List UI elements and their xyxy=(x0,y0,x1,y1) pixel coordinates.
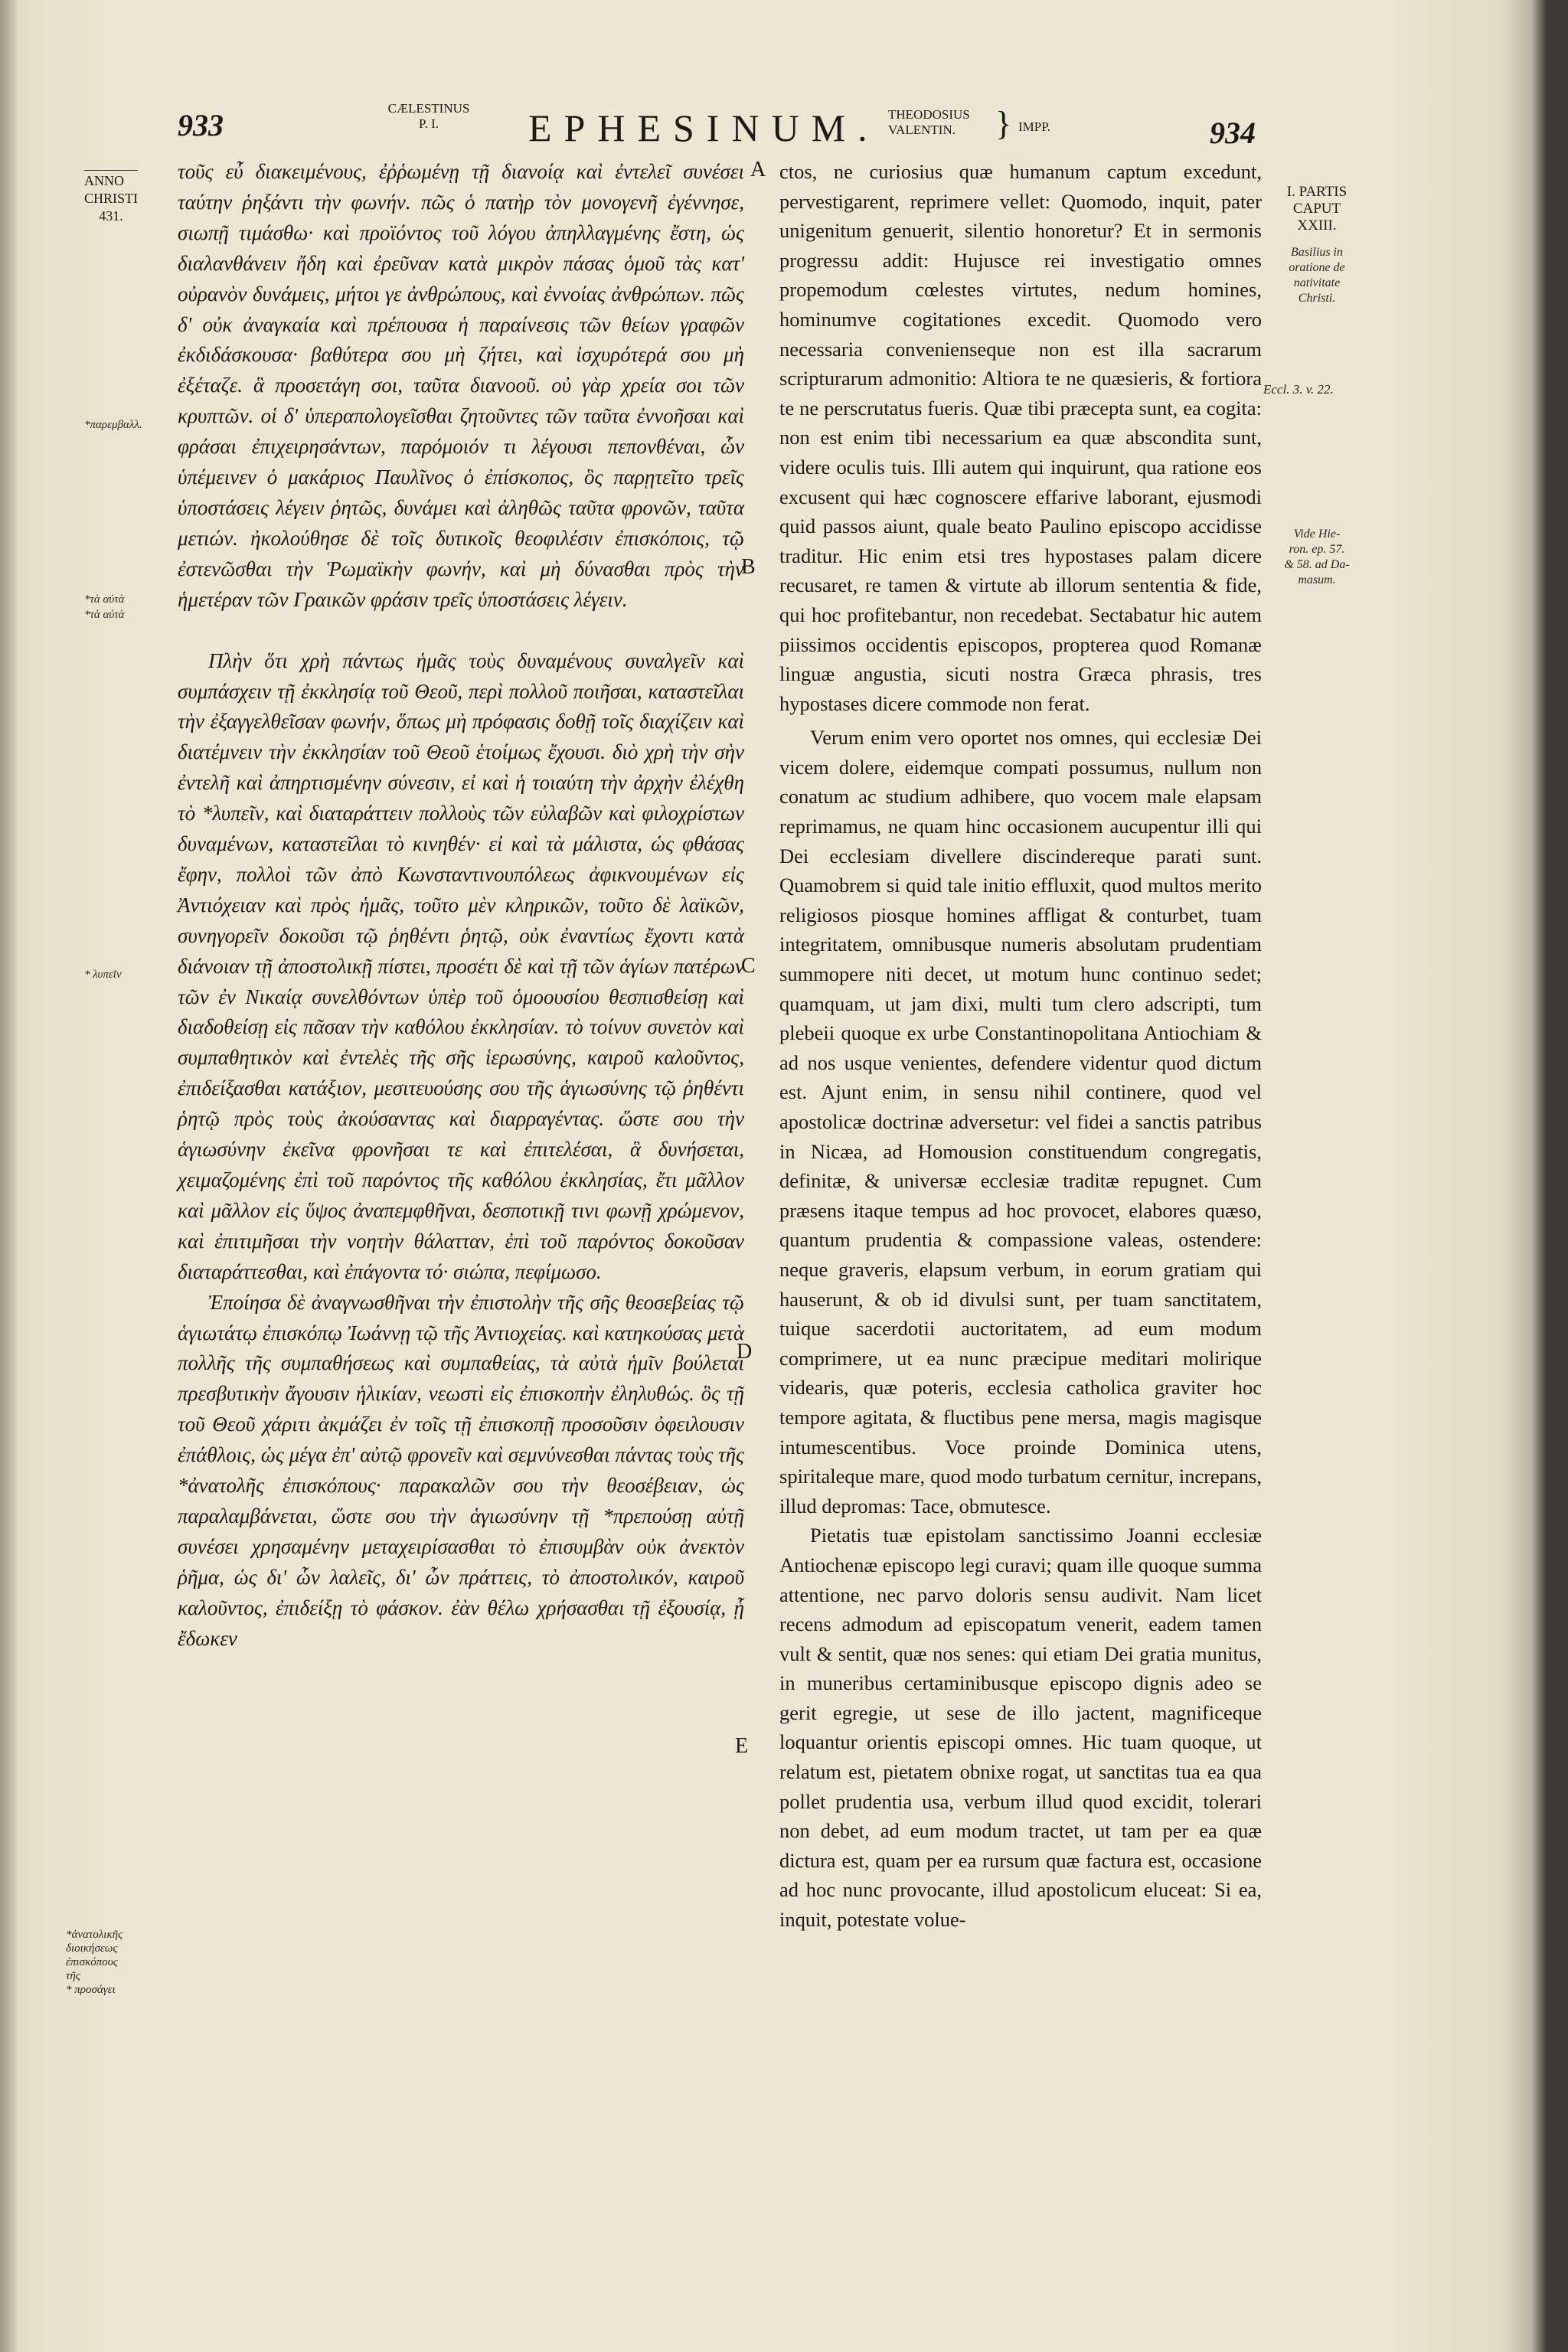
latin-paragraph-2: Verum enim vero oportet nos omnes, qui ecclesiæ Dei vicem dolere, eidemque compati possumus, nullum non conatum ac studium adhibere, quo vocem male elapsam reprimamus, ne quam hinc occasionem aucupentur illi qui Dei ecclesiam divellere discindereque parati sunt. Quamobrem si quid tale initio effluxit, quod multos merito religiosos piosque homines affligat & conturbet, tuam integritatem, omnibusque numeris absolutam prudentiam summopere niti decet, ut motum hunc continuo sedet; quamquam, ut jam dixi, multi tum clero adscripti, tum plebeii quoque ex urbe Constantinopolitana Antiochiam & ad nos usque venientes, defendere videntur quod dictum est. Ajunt enim, in sensu nihil continere, quod vel apostolicæ doctrinæ adversetur: vel fidei a sanctis patribus in Nicæa, ad Homousion constituendum congregatis, definitæ, & universæ ecclesiæ traditæ repugnet. Cum præsens itaque tempus ad hoc provocet, elabores quæso, quantum prudentia & compassione valeas, ostendere: neque graveris, elapsum verbum, in eorum gratiam qui hauserunt, & ob id divulsi sunt, per tuam sanctitatem, tuique sacerdotii auctoritatem, ad eum modum comprimere, ut ea nunc præcipue meditari molirique videaris, quæ poteris, ecclesia catholica graviter hoc tempore agitata, & fluctibus pene mersa, magis magisque intumescentibus. Voce proinde Dominica utens, spiritaleque mare, quod modo turbatum cernitur, increpans, illud depromas: Tace, obmutesce. xyxy=(779,726,1262,1517)
christi-label: CHRISTI xyxy=(84,191,139,206)
part-line-1: I. PARTIS xyxy=(1286,184,1348,200)
basilius-line-4: Christi. xyxy=(1298,292,1336,305)
vide-line-1: Vide Hie- xyxy=(1293,528,1341,541)
vide-hieron-note xyxy=(1271,527,1363,588)
margin-note-5-line-1: *ἀνατολικῆς xyxy=(66,1929,123,1941)
anno-label: ANNO xyxy=(84,170,138,190)
eccl-note: Eccl. 3. v. 22. xyxy=(1263,382,1334,397)
header-left-line-2: P. I. xyxy=(419,116,439,131)
header-brace: } xyxy=(995,105,1012,142)
greek-paragraph-1: τοῦς εὖ διακειμένους, ἐῤῥωμένῃ τῇ διανοίᾳ καὶ ἐντελεῖ συνέσει ταύτην ῥηξάντι τὴν φωνήν. πῶς ὁ πατὴρ τὸν μονογενῆ ἐγέννησε, σιωπῇ τιμάσθω· καὶ προϊόντος τοῦ λόγου ἀπηλλαγμένης ἔστη, ὡς διαλανθάνειν ἤδη καὶ ἐρεῦναν κατὰ μικρὸν πάσας ὁμοῦ τὰς κατ' οὐρανὸν δυνάμεις, μήτοι γε ἀνθρώπους, καὶ ἐννοίας ἀνθρώπων. πῶς δ' οὐκ ἀναγκαία καὶ πρέπουσα ἡ παραίνεσις τῶν θείων γραφῶν ἐκδιδάσκουσα· βαθύτερα σου μὴ ζήτει, καὶ ἰσχυρότερά σου μὴ ἐξέταζε. ἃ προσετάγη σοι, ταῦτα διανοοῦ. οὐ γὰρ χρεία σοι τῶν κρυπτῶν. οἱ δ' ὑπεραπολογεῖσθαι ζητοῦντες τῶν ταῦτα ἐννοῆσαι καὶ φράσαι ἐπιχειρησάντων, παρόμοιόν τι λέγουσι πεπονθέναι, ὧν ὑπέμεινεν ὁ μακάριος Παυλῖνος ὁ ἐπίσκοπος, ὃς παρῃτεῖτο τρεῖς ὑποστάσεις λέγειν ῥητῶς, δυνάμει καὶ ἀληθῶς ταῦτα φρονῶν, ταῦτα μετιών. ἠκολούθησε δὲ τοῖς δυτικοῖς θεοφιλέσιν ἐπισκόποις, τῷ ἐστενῶσθαι τὴν Ῥωμαϊκὴν φωνήν, καὶ μὴ δύνασθαι πρὸς τὴν ἡμετέραν τῶν Γραικῶν φράσιν τρεῖς ὑποστάσεις λέγειν. xyxy=(178,160,744,611)
latin-column xyxy=(779,157,1262,1935)
margin-note-5-line-4: τῆς xyxy=(66,1970,80,1982)
section-marker-a: A xyxy=(750,158,766,181)
header-right-line-1: THEODOSIUS xyxy=(888,107,970,122)
binding-gutter xyxy=(0,0,17,2352)
margin-note-1: *παρεμβαλλ. xyxy=(84,419,142,431)
part-caput-note xyxy=(1271,184,1363,234)
header-left-line-1: CÆLESTINUS xyxy=(387,101,470,116)
basilius-note xyxy=(1271,245,1363,306)
basilius-line-2: oratione de xyxy=(1289,261,1345,274)
vide-line-4: masum. xyxy=(1298,573,1336,586)
basilius-line-3: nativitate xyxy=(1293,276,1341,289)
margin-note-5-line-2: διοικήσεως xyxy=(66,1942,118,1955)
greek-column xyxy=(178,157,744,1655)
anno-christi xyxy=(84,170,138,225)
margin-note-2: *τὰ αὐτὰ xyxy=(84,593,125,606)
vide-line-2: ron. ep. 57. xyxy=(1289,543,1345,556)
header-impp: IMPP. xyxy=(1018,119,1051,134)
margin-note-4: * λυπεῖν xyxy=(84,969,122,981)
vide-line-3: & 58. ad Da- xyxy=(1284,558,1350,571)
basilius-line-1: Basilius in xyxy=(1290,246,1343,259)
part-line-3: XXIII. xyxy=(1297,217,1337,234)
running-title: EPHESINUM. xyxy=(528,106,880,149)
margin-note-5-line-3: ἐπισκόπους xyxy=(66,1956,118,1968)
margin-note-5-line-5: * προσάγει xyxy=(66,1984,116,1996)
year-label: 431. xyxy=(99,208,123,224)
header-left-small xyxy=(379,101,479,132)
section-marker-e: E xyxy=(735,1734,749,1758)
latin-paragraph-1: ctos, ne curiosius quæ humanum captum excedunt, pervestigarent, reprimere vellet: Quomodo, inquit, pater unigenitum genuerit, silentio honoretur? Et in sermonis progressu addit: Hujusce rei investigatio omnes propemodum cœlestes virtutes, nedum homines, hominumve cogitationes excedit. Quomodo vero necessaria convenienseque non est illa sacrarum scripturarum admonitio: Altiora te ne quæsieris, & fortiora te ne perscrutatus fueris. Quæ tibi præcepta sunt, ea cogita: non est enim tibi necessarium ea quæ abscondita sunt, videre oculis tuis. Illi autem qui inquirunt, qua ratione eos excusent qui hæc cognoscere effarive laborant, ejusmodi quid passos aiunt, quale beato Paulino episcopo accidisse traditur. Hic enim etsi tres hypostases palam dicere recusaret, re tamen & virtute ab illorum sententia & fide, qui hoc profitebantur, non recedebat. Sectabatur hic autem piissimos occidentis episcopos, propterea quod Romanæ linguæ angustia, sicuti nostra Græca phrasis, tres hypostases dicere commode non ferat. xyxy=(779,160,1262,715)
section-marker-c: C xyxy=(741,954,756,978)
latin-paragraph-3: Pietatis tuæ epistolam sanctissimo Joanni ecclesiæ Antiochenæ episcopo legi curavi; quam ille quoque summa attentione, nec parvo doloris sensu audivit. Nam licet recens admodum ad episcopatum venerit, eadem tamen vult & sentit, quæ nos senes: qui etiam Dei gratia munitus, in muneribus certaminibusque episcopo dignis adeo se gerit egregie, ut sese de illo jactent, magnificeque loquantur orientis episcopi omnes. Hic tuam quoque, ut relatum est, pietatem obnixe rogat, ut sanctitas tua ea qua pollet prudentia usa, verbum illud quod excidit, tolerari non debet, ad eum modum tractet, ut tam per ea quæ dictura est, quam per ea rursum quæ factura est, occasione ad hoc nunc provocante, illud apostolicum eluceat: Si ea, inquit, potestate volue- xyxy=(779,1524,1262,1932)
margin-note-5 xyxy=(66,1928,122,1997)
margin-note-3: *τὰ αὐτὰ xyxy=(84,609,125,621)
section-marker-d: D xyxy=(737,1340,753,1364)
part-line-2: CAPUT xyxy=(1292,201,1341,217)
greek-paragraph-2: Πλὴν ὅτι χρὴ πάντως ἡμᾶς τοὺς δυναμένους συναλγεῖν καὶ συμπάσχειν τῇ ἐκκλησίᾳ τοῦ Θεοῦ, περὶ πολλοῦ ποιῆσαι, καταστεῖλαι τὴν ἐξαγγελθεῖσαν φωνήν, ὅπως μὴ πρόφασις δοθῇ τοῖς διαχίζειν καὶ διατέμνειν τὴν ἐκκλησίαν τοῦ Θεοῦ ἑτοίμως ἔχουσι. διὸ χρὴ τὴν σὴν ἐντελῆ καὶ ἀπηρτισμένην σύνεσιν, εἰ καὶ ἡ τοιαύτη τὴν ἀρχὴν ἐλέχθη τὸ *λυπεῖν, καὶ διαταράττειν πολλοὺς τῶν εὐλαβῶν καὶ φιλοχρίστων δυναμένων, καταστεῖλαι τὸ κινηθέν· εἰ καὶ τὰ μάλιστα, ὡς φθάσας ἔφην, πολλοὶ τῶν ἀπὸ Κωνσταντινουπόλεως ἀφικνουμένων εἰς Ἀντιόχειαν καὶ πρὸς ἡμᾶς, τοῦτο μὲν κληρικῶν, τοῦτο δὲ λαϊκῶν, συνηγορεῖν δοκοῦσι τῷ ῥηθέντι ῥητῷ, οὐκ ἐναντίως ἔχοντι κατὰ διάνοιαν τῇ ἀποστολικῇ πίστει, προσέτι δὲ καὶ τῇ τῶν ἁγίων πατέρων τῶν ἐν Νικαίᾳ συνελθόντων ὑπὲρ τοῦ ὁμοουσίου θεσπισθείσῃ καὶ διαδοθείσῃ εἰς πᾶσαν τὴν καθόλου ἐκκλησίαν. τὸ τοίνυν συνετὸν καὶ συμπαθητικὸν καὶ ἐντελὲς τῆς σῆς ἱερωσύνης, καιροῦ καλοῦντος, ἐπιδείξασθαι κατάξιον, μεσιτευούσης σου τῆς ἁγιωσύνης τῷ ῥηθέντι ῥητῷ πρὸς τοὺς ἀκούσαντας καὶ διαρραγέντας. ὥστε σου τὴν ἁγιωσύνην ἐκεῖνα φρονῆσαι τε καὶ ἐπιτελέσαι, ἃ δυνήσεται, χειμαζομένης ἐπὶ τοῦ παρόντος τῆς καθόλου ἐκκλησίας, ἔτι μᾶλλον καὶ μᾶλλον εἰς ὕψος ἀναπεμφθῆναι, δεσποτικῇ τινι φωνῇ χρώμενον, καὶ ἐπιτιμῆσαι τὴν νοητὴν θάλατταν, ἐπὶ τοῦ παρόντος δοκοῦσαν διαταράττεσθαι, καὶ ἐπάγοντα τό· σιώπα, πεφίμωσο. xyxy=(178,648,744,1283)
greek-paragraph-3: Ἐποίησα δὲ ἀναγνωσθῆναι τὴν ἐπιστολὴν τῆς σῆς θεοσεβείας τῷ ἁγιωτάτῳ ἐπισκόπῳ Ἰωάννῃ τῷ τῆς Ἀντιοχείας. καὶ κατηκούσας μετὰ πολλῆς τῆς συμπαθήσεως καὶ συμπαθείας, τὰ αὐτὰ ἡμῖν βούλεται πρεσβυτικὴν ἄγουσιν ἡλικίαν, νεωστὶ εἰς ἐπισκοπὴν ἐληλυθώς. ὃς τῇ τοῦ Θεοῦ χάριτι ἀκμάζει ἐν τοῖς τῇ ἐπισκοπῇ προσοῦσιν ὀφειλουσιν ἐπάθλοις, ὡς μέγα ἐπ' αὐτῷ φρονεῖν καὶ σεμνύνεσθαι πάντας τοὺς τῆς *ἀνατολῆς ἐπισκόπους· παρακαλῶν σου τὴν θεοσέβειαν, ὡς παραλαμβάνεται, ὥστε σου τὴν ἁγιωσύνην τῇ *πρεπούσῃ αὐτῇ συνέσει χρησαμένην μεταχειρίσασθαι τὸ ἐπισυμβὰν οὐκ ἀνεκτὸν ῥῆμα, ὡς δι' ὧν λαλεῖς, δι' ὧν πράττεις, τὸ ἀποστολικόν, καιροῦ καλοῦντος, ἐπιδείξῃ τὸ φάσκον. ἐὰν θέλω χρήσασθαι τῇ ἐξουσίᾳ, ᾗ ἔδωκεν xyxy=(178,1290,744,1650)
header-right-small xyxy=(888,105,1012,142)
page-number-left: 933 xyxy=(178,108,224,142)
section-marker-b: B xyxy=(741,555,756,579)
page-number-right: 934 xyxy=(1210,116,1256,150)
header-right-line-2: VALENTIN. xyxy=(888,122,956,137)
